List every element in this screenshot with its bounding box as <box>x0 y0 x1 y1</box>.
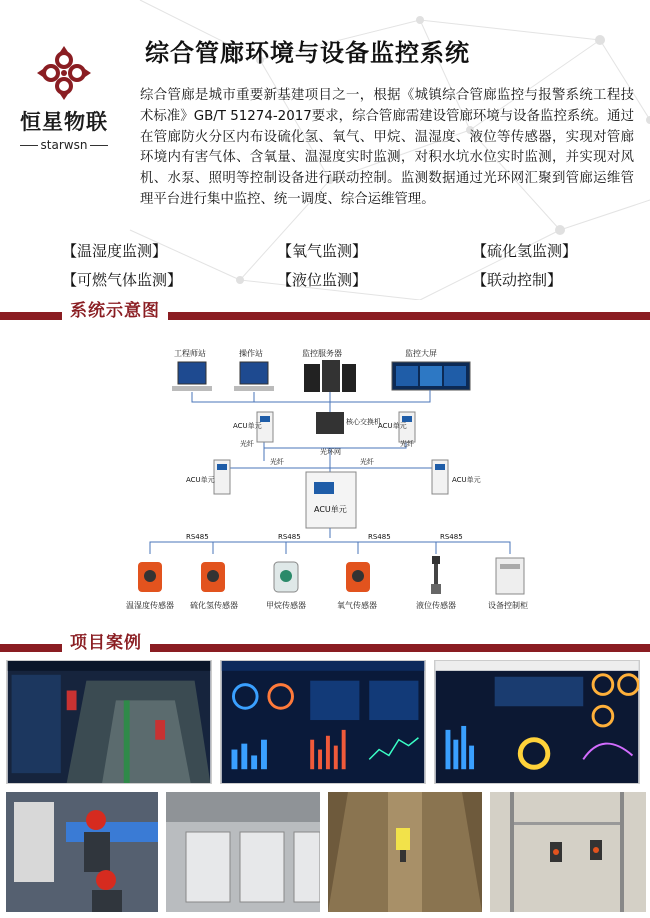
big-screen-icon <box>392 362 470 390</box>
section-title-diagram: 系统示意图 <box>62 300 168 322</box>
label-core-switch: 核心交换机 <box>346 418 381 426</box>
intro-paragraph: 综合管廊是城市重要新基建项目之一，根据《城镇综合管廊监控与报警系统工程技术标准》GB/T 51274-2017要求，综合管廊需建设管廊环境与设备监控系统。通过在管廊防火分区内布设硫化氢、氧气、甲烷、温湿度、液位等传感器，实现对管廊环境内有害气体、含氧量、温湿度实时监测，对积水坑水位实时监测，并实现对风机、水泵、照明等控制设备进行联动控制。监测数据通过光环网汇聚到管廊运维管理平台进行集中监控、统一调度、综合运维管理。 <box>140 88 634 207</box>
logo-emblem-icon <box>35 44 93 102</box>
label-acu-right: ACU单元 <box>452 476 481 484</box>
page-title: 综合管廊环境与设备监控系统 <box>145 39 470 67</box>
photo-control-cabinets <box>166 792 320 912</box>
logo-name-en: starwsn <box>14 138 114 152</box>
label-ring-network: 光环网 <box>320 448 341 456</box>
label-acu-main: ACU单元 <box>314 505 347 514</box>
case-screen-monitoring <box>434 660 640 784</box>
case-screen-dashboard <box>220 660 426 784</box>
label-operator-station: 操作站 <box>239 349 263 358</box>
company-logo <box>14 44 114 152</box>
label-acu-left: ACU单元 <box>186 476 215 484</box>
control-cabinet-icon <box>496 558 524 594</box>
label-sensor-temp: 温湿度传感器 <box>126 601 174 610</box>
label-rs485: RS485 <box>440 533 463 541</box>
label-monitor-server: 监控服务器 <box>302 349 342 358</box>
system-diagram <box>0 336 650 626</box>
feature-item: 【温湿度监测】 <box>62 242 168 260</box>
photo-installation-workers <box>6 792 158 912</box>
case-photos <box>6 792 646 912</box>
feature-item: 【联动控制】 <box>472 271 563 289</box>
temp-humidity-sensor-icon <box>138 562 162 592</box>
label-big-screen: 监控大屏 <box>405 349 437 358</box>
feature-item: 【可燃气体监测】 <box>62 271 183 289</box>
case-screen-3d-tunnel <box>6 660 212 784</box>
label-sensor-level: 液位传感器 <box>416 601 456 610</box>
label-rs485: RS485 <box>278 533 301 541</box>
label-fiber: 光纤 <box>400 440 414 448</box>
monitor-server-icon <box>304 360 356 392</box>
engineer-station-icon <box>172 362 212 391</box>
feature-item: 【氧气监测】 <box>277 242 368 260</box>
label-sensor-oxygen: 氧气传感器 <box>337 601 377 610</box>
label-rs485: RS485 <box>186 533 209 541</box>
methane-sensor-icon <box>274 562 298 592</box>
logo-name-cn: 恒星物联 <box>20 109 108 134</box>
feature-item: 【硫化氢监测】 <box>472 242 578 260</box>
photo-wall-sensors <box>490 792 646 912</box>
liquid-level-sensor-icon <box>431 556 441 594</box>
label-rs485: RS485 <box>368 533 391 541</box>
label-sensor-methane: 甲烷传感器 <box>266 601 306 610</box>
label-acu-left-top: ACU单元 <box>233 422 262 430</box>
feature-item: 【液位监测】 <box>277 271 368 289</box>
label-fiber: 光纤 <box>240 440 254 448</box>
label-acu-right-top: ACU单元 <box>378 422 407 430</box>
label-fiber: 光纤 <box>270 458 284 466</box>
label-sensor-h2s: 硫化氢传感器 <box>190 601 238 610</box>
photo-tunnel-sensor <box>328 792 482 912</box>
h2s-sensor-icon <box>201 562 225 592</box>
oxygen-sensor-icon <box>346 562 370 592</box>
label-fiber: 光纤 <box>360 458 374 466</box>
label-engineer-station: 工程师站 <box>174 349 206 358</box>
operator-station-icon <box>234 362 274 391</box>
case-screenshots <box>6 660 646 784</box>
section-title-cases: 项目案例 <box>62 632 150 654</box>
label-control-cabinet: 设备控制柜 <box>488 601 528 610</box>
